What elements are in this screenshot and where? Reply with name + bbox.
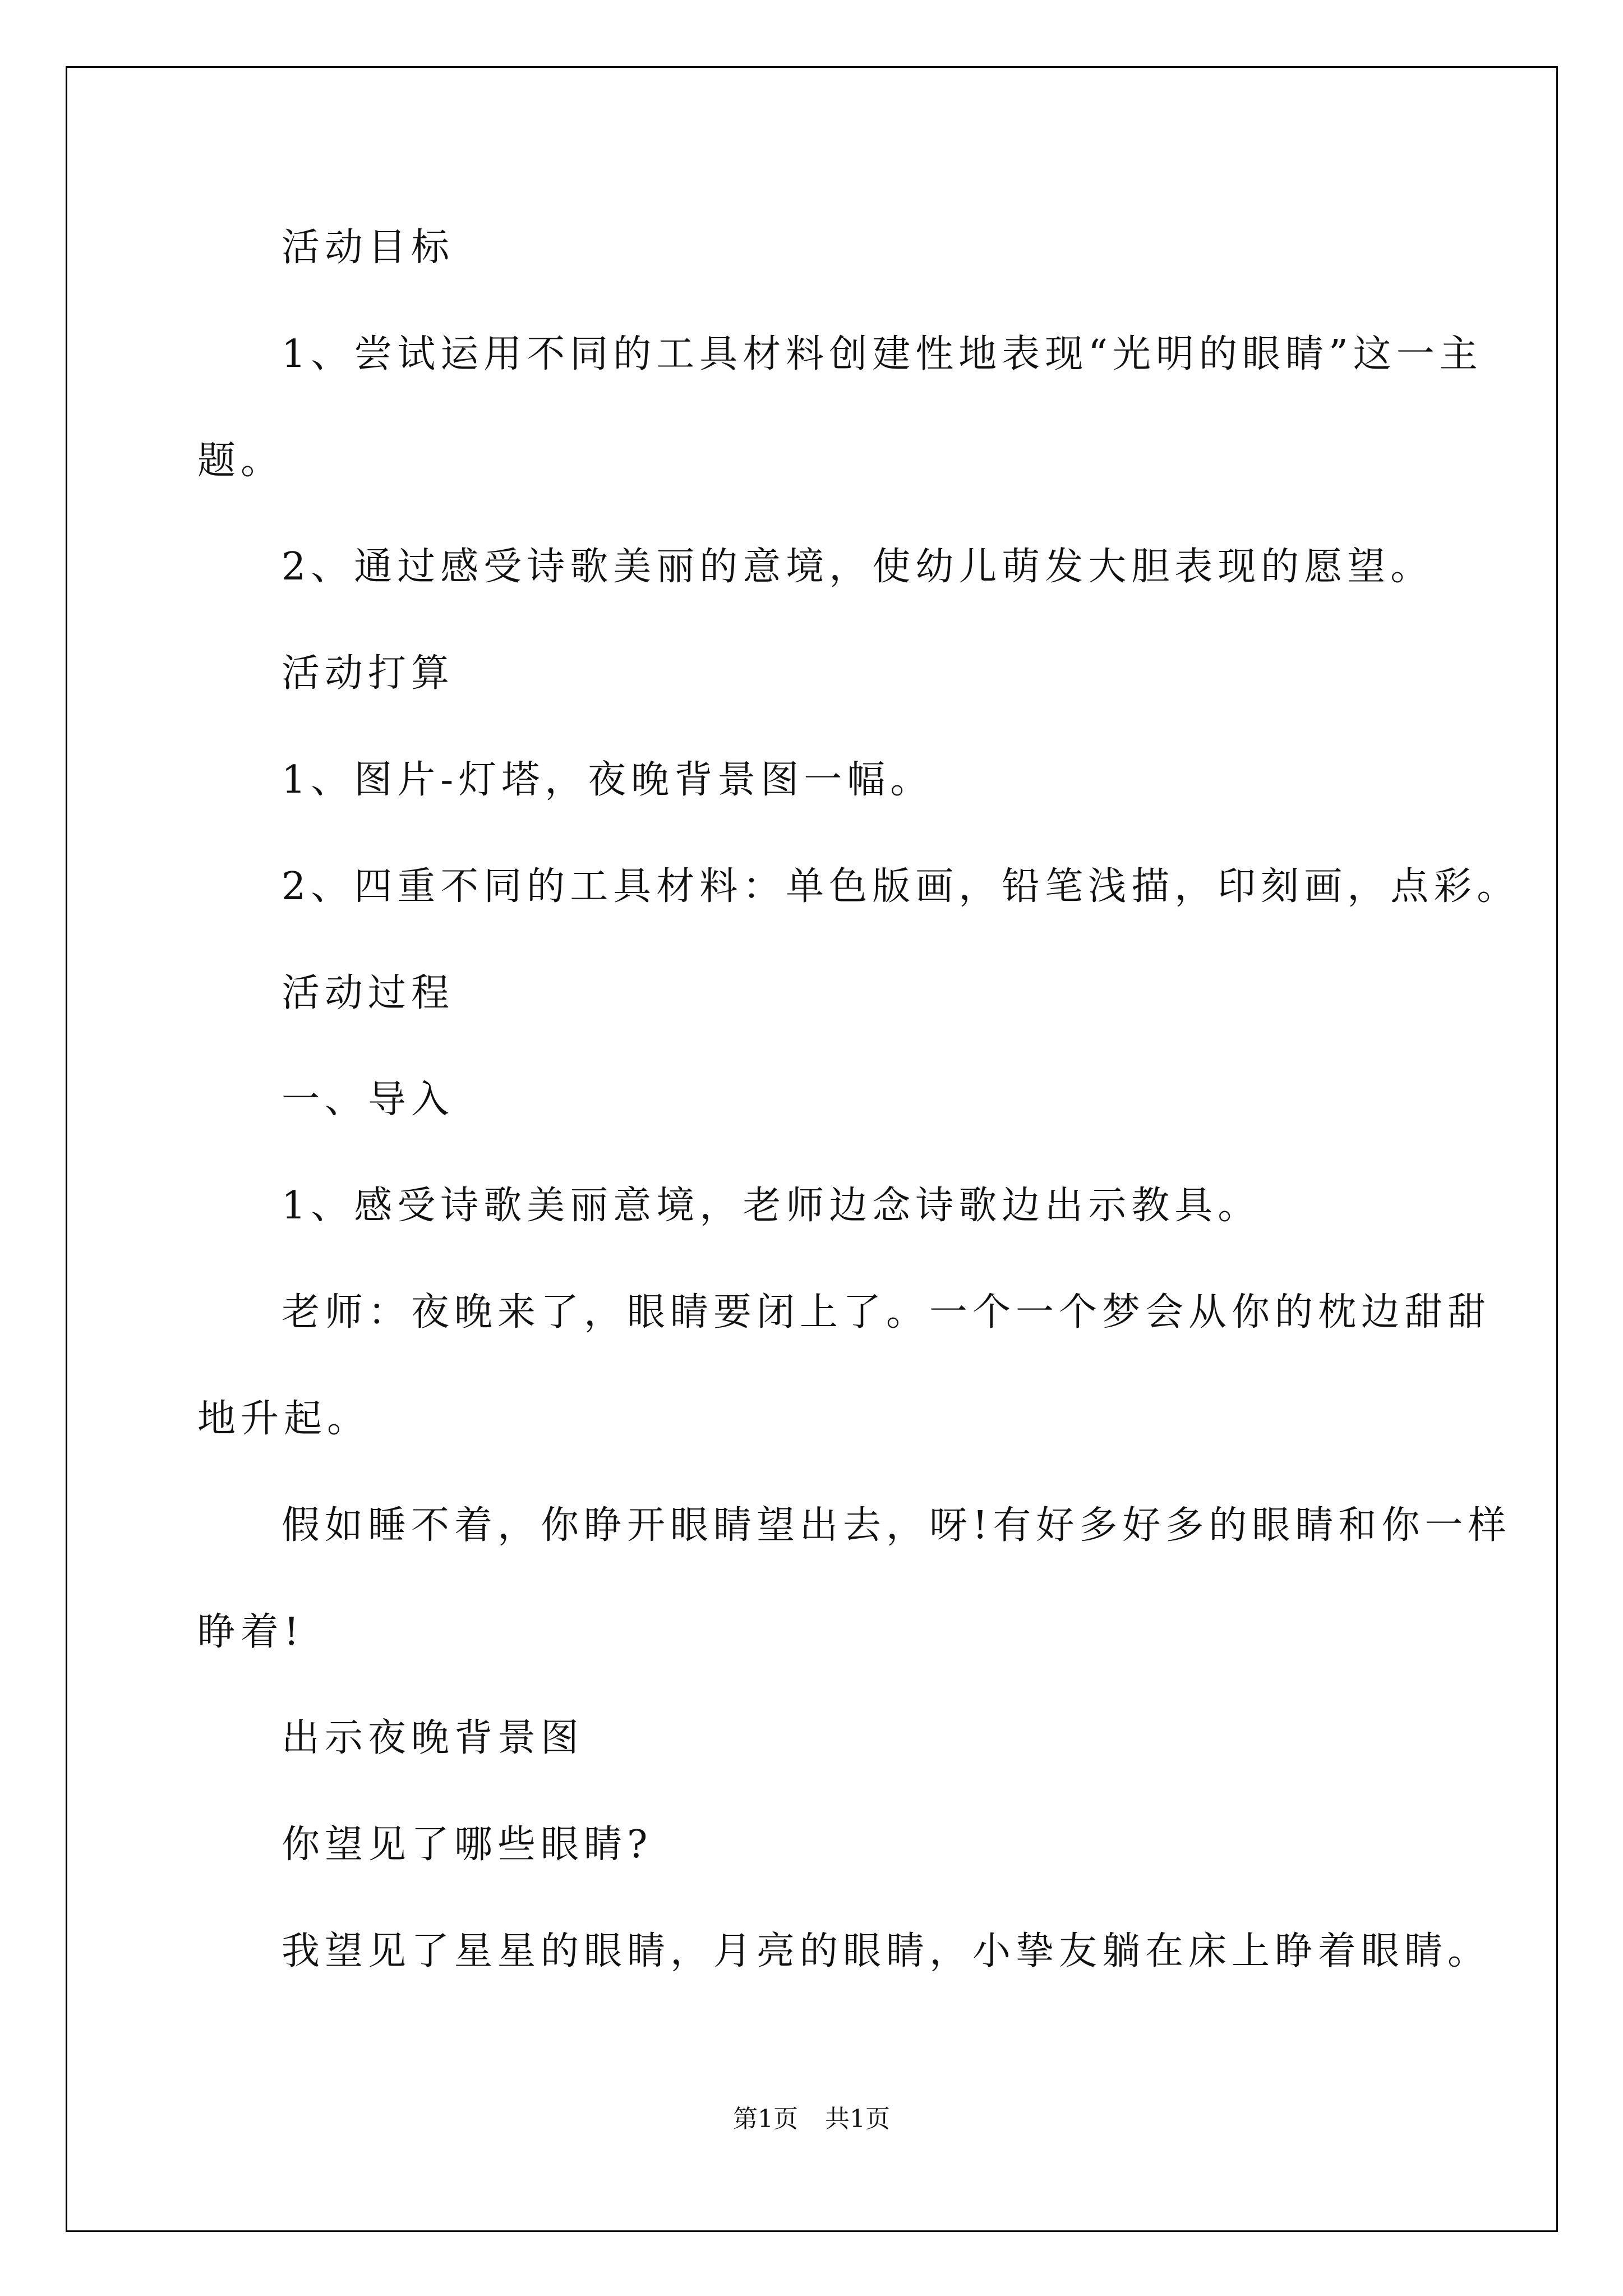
page-number: 第1页	[733, 2105, 798, 2133]
page-footer	[0, 2102, 1623, 2136]
heading-intro: 一、导入	[282, 1078, 455, 1122]
paragraph-answer: 我望见了星星的眼睛，月亮的眼睛，小挚友躺在床上睁着眼睛。	[282, 1929, 1491, 1973]
paragraph-goal-1-cont: 题。	[197, 439, 284, 483]
page-border	[66, 66, 1558, 2232]
heading-activity-process: 活动过程	[282, 971, 455, 1015]
paragraph-intro-1: 1、感受诗歌美丽意境，老师边念诗歌边出示教具。	[282, 1184, 1261, 1228]
heading-activity-goals: 活动目标	[282, 226, 455, 270]
paragraph-teacher: 老师：夜晚来了，眼睛要闭上了。一个一个梦会从你的枕边甜甜	[282, 1290, 1491, 1335]
paragraph-prep-2: 2、四重不同的工具材料：单色版画，铅笔浅描，印刻画，点彩。	[282, 864, 1520, 909]
paragraph-question: 你望见了哪些眼睛?	[282, 1823, 653, 1867]
paragraph-if-sleepless-cont: 睁着!	[197, 1610, 305, 1654]
paragraph-goal-1: 1、尝试运用不同的工具材料创建性地表现“光明的眼睛”这一主	[282, 332, 1483, 376]
heading-activity-prep: 活动打算	[282, 651, 455, 696]
paragraph-goal-2: 2、通过感受诗歌美丽的意境，使幼儿萌发大胆表现的愿望。	[282, 545, 1434, 589]
page-total: 共1页	[825, 2105, 890, 2133]
paragraph-prep-1: 1、图片-灯塔，夜晚背景图一幅。	[282, 758, 934, 802]
paragraph-teacher-cont: 地升起。	[197, 1397, 371, 1441]
paragraph-show-background: 出示夜晚背景图	[282, 1716, 584, 1760]
paragraph-if-sleepless: 假如睡不着，你睁开眼睛望出去，呀!有好多好多的眼睛和你一样	[282, 1503, 1511, 1548]
